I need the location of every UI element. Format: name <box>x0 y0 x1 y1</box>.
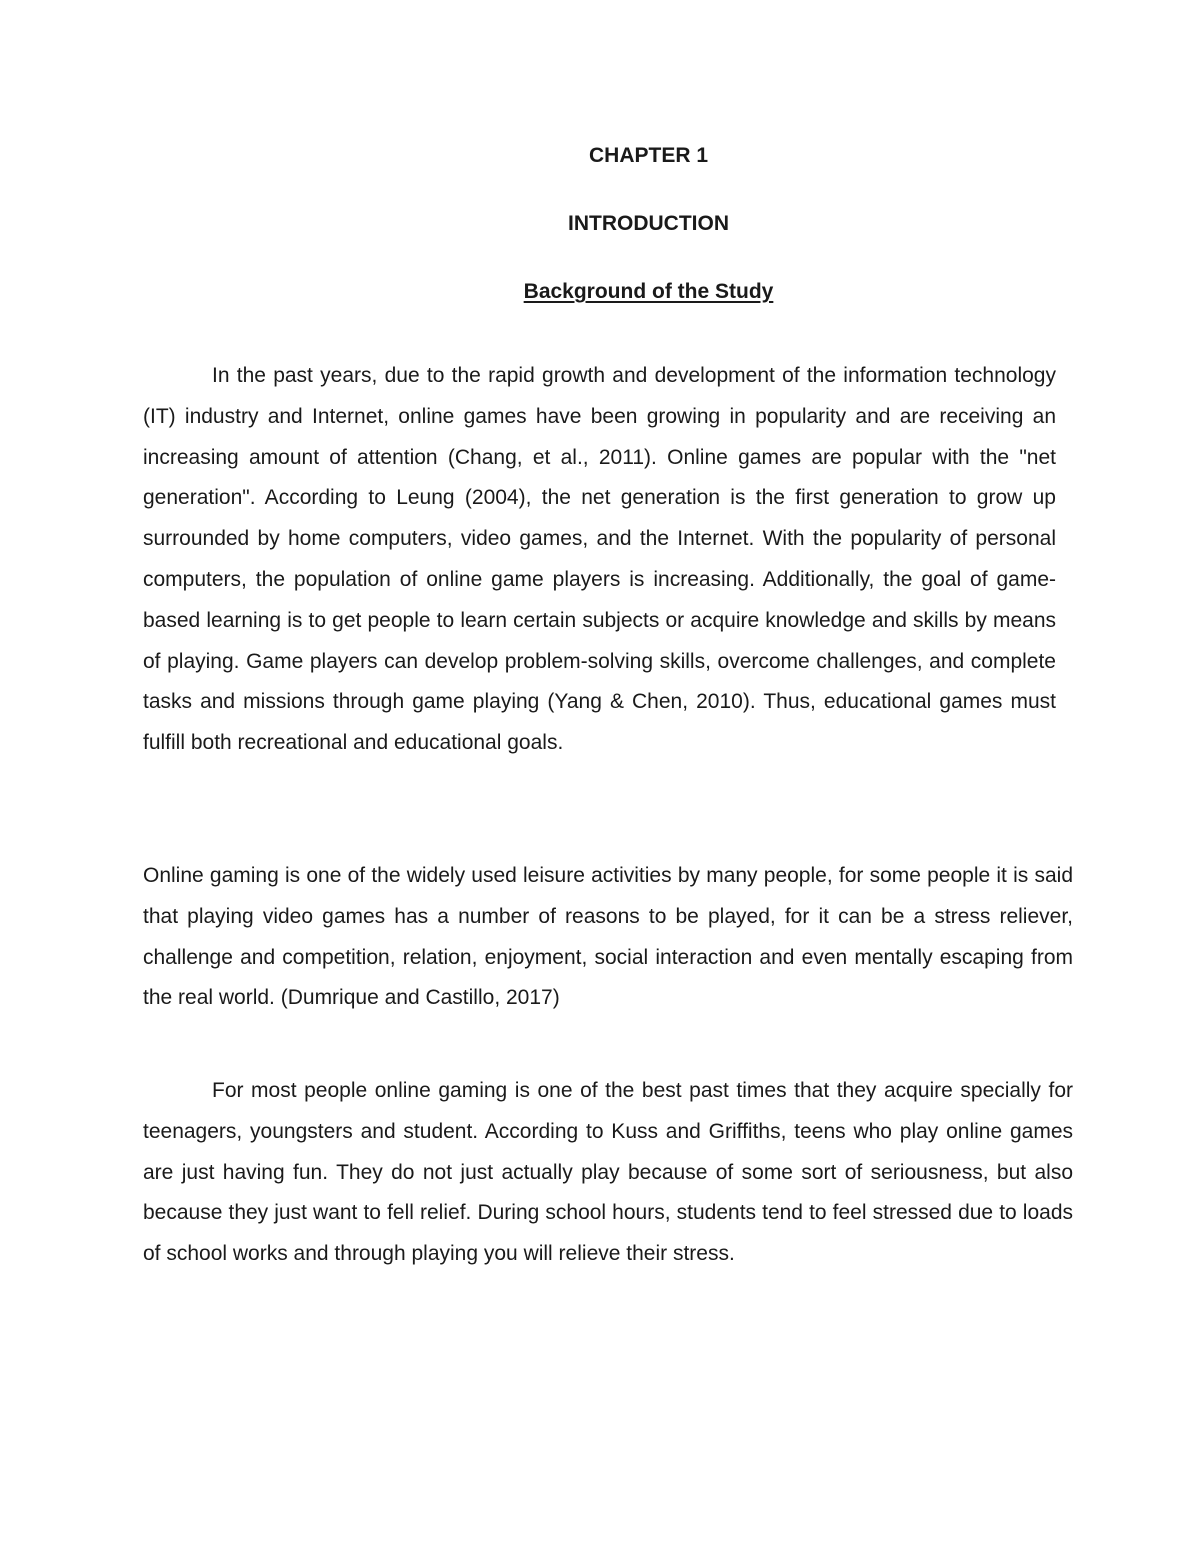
paragraph-2: Online gaming is one of the widely used leisure activities by many people, for some people it is said that playing video games has a number of reasons to be played, for it can be a stress reliever, challenge and competition, relation, enjoyment, social interaction and even mentally escaping from the real world. (Dumrique and Castillo, 2017) <box>143 864 1073 1010</box>
paragraph-3: For most people online gaming is one of the best past times that they acquire specially for teenagers, youngsters and student. According to Kuss and Griffiths, teens who play online games are just having fun. They do not just actually play because of some sort of seriousness, but also because they just want to fell relief. During school hours, students tend to feel stressed due to loads of school works and through playing you will relieve their stress. <box>143 1079 1073 1266</box>
chapter-heading: CHAPTER 1 <box>588 144 709 167</box>
subsection-title: Background of the Study <box>523 280 774 303</box>
section-title: INTRODUCTION <box>568 212 729 235</box>
paragraph-1: In the past years, due to the rapid growth and development of the information technology (IT) industry and Internet, online games have been growing in popularity and are receiving an increasing amount of attention (Chang, et al., 2011). Online games are popular with the "net generation". According to Leung (2004), the net generation is the first generation to grow up surrounded by home computers, video games, and the Internet. With the popularity of personal computers, the population of online game players is increasing. Additionally, the goal of game-based learning is to get people to learn certain subjects or acquire knowledge and skills by means of playing. Game players can develop problem-solving skills, overcome challenges, and complete tasks and missions through game playing (Yang & Chen, 2010). Thus, educational games must fulfill both recreational and educational goals. <box>143 364 1056 755</box>
